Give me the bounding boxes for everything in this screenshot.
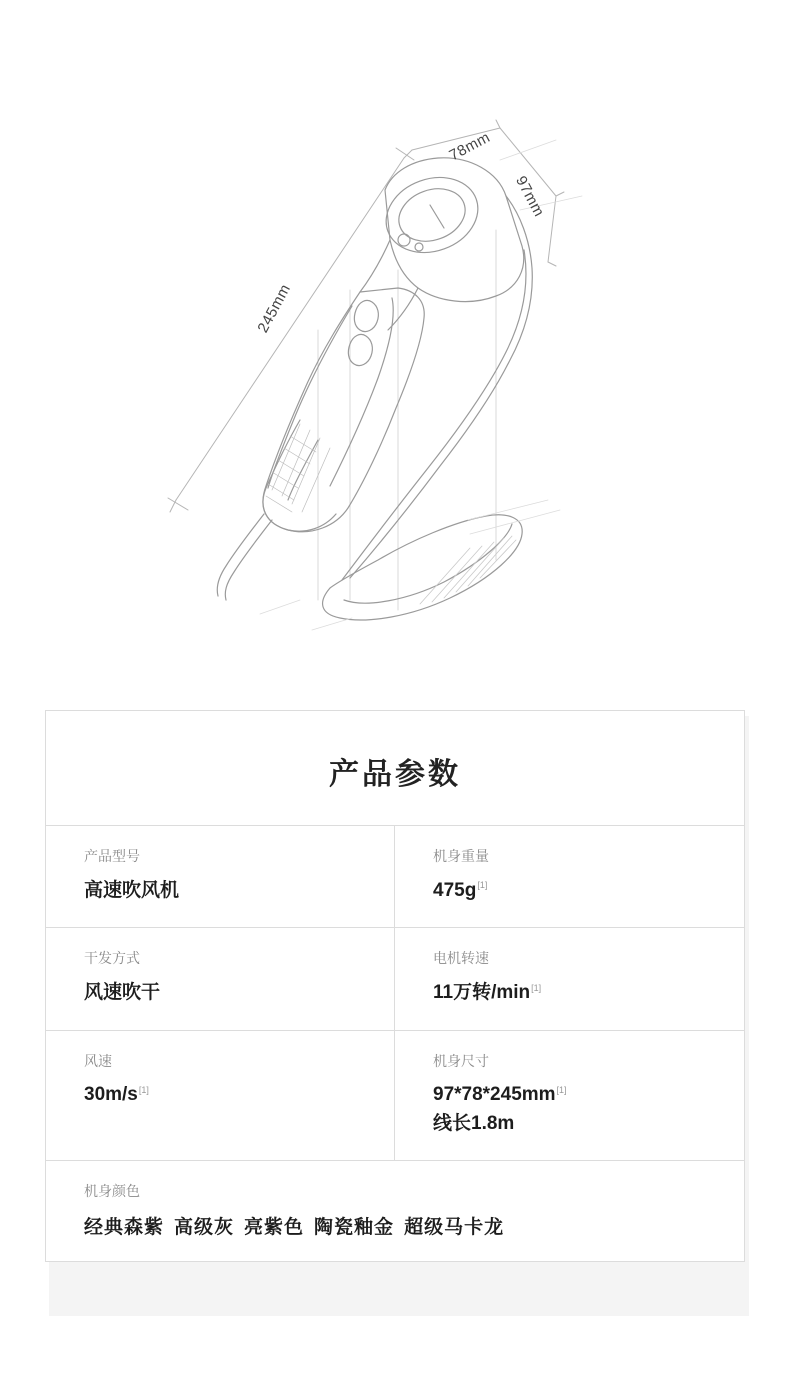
spec-row	[46, 928, 744, 1030]
spec-value-text-secondary: 线长1.8m	[433, 1112, 515, 1134]
spec-value-text: 高速吹风机	[84, 879, 180, 901]
footnote-mark: [1]	[477, 880, 488, 891]
color-option: 陶瓷釉金	[314, 1217, 395, 1239]
spec-row	[46, 826, 744, 928]
spec-table	[45, 710, 745, 1262]
spec-value	[433, 1081, 744, 1138]
footnote-mark: [1]	[556, 1085, 567, 1096]
spec-table-title: 产品参数	[46, 711, 744, 826]
color-option: 经典森紫	[84, 1217, 165, 1239]
spec-value	[433, 877, 744, 906]
spec-label: 产品型号	[84, 848, 140, 864]
spec-label: 风速	[84, 1052, 112, 1069]
spec-cell-colors	[46, 1161, 744, 1261]
dimension-label-height: 245mm	[254, 281, 295, 336]
footnote-mark: [1]	[531, 982, 542, 993]
dimension-label-depth: 97mm	[512, 173, 548, 220]
spec-cell-weight	[395, 826, 744, 927]
spec-value-text: 30m/s	[84, 1084, 138, 1106]
spec-cell-model	[46, 826, 395, 927]
spec-label: 电机转速	[433, 950, 489, 967]
spec-cell-drying-method	[46, 928, 395, 1029]
spec-label: 机身重量	[433, 848, 489, 864]
spec-row	[46, 1031, 744, 1162]
spec-value-text: 风速吹干	[84, 982, 161, 1004]
spec-value-text: 11万转/min	[433, 982, 531, 1004]
spec-cell-motor-speed	[395, 928, 744, 1029]
color-option: 高级灰	[174, 1217, 235, 1239]
spec-label: 干发方式	[84, 950, 140, 967]
footnote-mark: [1]	[138, 1085, 149, 1096]
dimension-label-width: 78mm	[446, 128, 494, 165]
spec-cell-wind-speed	[46, 1031, 395, 1161]
spec-value	[84, 1081, 394, 1110]
spec-value	[84, 979, 394, 1008]
spec-label: 机身尺寸	[433, 1052, 489, 1069]
spec-value	[84, 877, 394, 906]
spec-value-text: 475g	[433, 879, 477, 901]
spec-value	[433, 979, 744, 1008]
color-option-list	[84, 1212, 744, 1239]
spec-value-text: 97*78*245mm	[433, 1084, 556, 1106]
spec-table-wrapper	[45, 710, 745, 1262]
spec-label: 机身颜色	[84, 1183, 140, 1200]
color-option: 亮紫色	[244, 1217, 305, 1239]
color-option: 超级马卡龙	[404, 1217, 505, 1239]
spec-cell-dimensions	[395, 1031, 744, 1161]
spec-row	[46, 1161, 744, 1261]
